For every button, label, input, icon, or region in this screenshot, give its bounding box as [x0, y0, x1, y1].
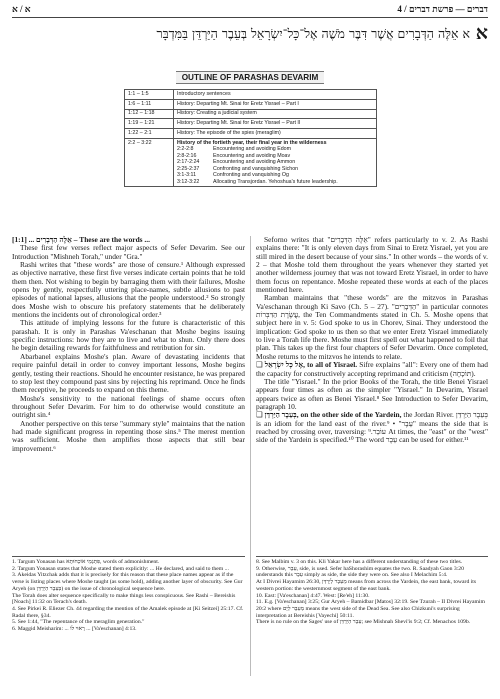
- commentary-paragraph: Another perspective on this terse "summary style" maintains that the nation had made significant progress in repenting those sins.⁵ The merest mention was sufficient. Moshe then amplifies those aspects that still bear improvement.⁶: [12, 418, 245, 453]
- commentary-paragraph: The title "Yisrael." In the prior Books of the Torah, the title Benei Yisrael appears four times as often as the simpler "Yisrael." In Devarim, Yisrael appears twice as often as Benei Yisrael.⁸ See Introduction to Sefer Devarim, paragraph 10.: [256, 376, 488, 411]
- footnote: At I Divrei Hayamim 26:30, מֵעֵבֶר לְיַרְדֵּן means from across the Yardein, the east bank, toward its western portion: the westernmost segment of the east bank.: [256, 579, 477, 592]
- outline-table: [124, 89, 377, 187]
- outline-ref: 2:2 – 3:22: [125, 138, 174, 186]
- outline-ref: 1:12 – 1:18: [125, 109, 174, 119]
- footnote: 3. Akeidas Yitzchak adds that it is precisely for this reason that these place names appear as if the verse is listing places where Moshe taught (as some hold), adding another layer of obscurity. See Gur Aryeh (on בְּעֵבֶר הַיַּרְדֵּן) on the issue of chronological sequence here.: [12, 572, 243, 592]
- outline-subrow: 2:8-2:16 Encountering and avoiding Moav: [177, 152, 291, 159]
- outline-row: [125, 119, 377, 129]
- outline-row: [125, 129, 377, 139]
- commentary-paragraph: This attitude of implying lessons for the future is characteristic of this parashah. It is only in Parashas Va'eschanan that Moshe begins issuing specific instructions: how they are to live and what to shun. Only there does he begin detailing rewards for faithfulness and retribution for sin.: [12, 318, 245, 353]
- outline-desc: History: Departing Mt. Sinai for Eretz Yisrael – Part II: [174, 119, 377, 129]
- commentary-paragraph: Seforno writes that "אֵלֶּה הַדְּבָרִים" refers particularly to v. 2. As Rashi explains there: "It is only eleven days from Sinai to Eretz Yisrael, yet you are still mired in the desert because of your sins." In other words – the words of v. 2 – that Moshe told them throughout the years whenever they started yet another wilderness journey that was not toward Eretz Yisrael, in order to have them focus on repentance. Moshe repeated these words at each of the places mentioned here.: [256, 235, 489, 295]
- bullet-lemma: אֶל כָּל יִשְׂרָאֵל, to all of Yisrael.: [264, 360, 358, 370]
- header-left: א / א: [12, 4, 31, 14]
- outline-subtitle: History of the fortieth year, their final year in the wilderness: [177, 139, 327, 146]
- bullet-item: ❑ בְּעֵבֶר הַיַּרְדֵּן, on the other side of the Yardein, the Jordan River. בְּעֵבֶר הַיַּרְדֵּן is an idiom for the land east of the river.⁹ • "עֵבֶר" means the side that is reached by crossing over, traversing: עוֹבֵר.⁹ At times, the "east" or the "west" side of the Yardein is specified.¹⁰ The word עֵבֶר can be used for either.¹¹: [256, 410, 488, 445]
- outline-row: [125, 109, 377, 119]
- commentary-paragraph: Abarbanel explains Moshe's plan. Aware of devastating incidents that require painful detail in order to convey important lessons, Moshe begins gently, testing their reactions. Should he encounter resistance, he was prepared to stop lest they compound past sins by rejecting his reprimand. Once he finds them receptive, he proceeds to expand on this theme.: [12, 351, 245, 395]
- footnote: 11. E.g. [Va'eschanan] 3:25; Gur Aryeh – Bamidbar [Matos] 32:19. See Tzurah – II Divrei Hayamim 20:2 where מֵעֵבֶר לַיָּם means the west side of the Dead Sea. See also Chizkuni's surprising interpretation at Bereishis [Vayechi] 50:11.: [256, 599, 485, 619]
- commentary-paragraph: Rashi writes that "these words" are those of censure.¹ Although expressed as objective narrative, these first five verses indicate certain points that he told them then. Not wishing to begin by barraging them with their failures, Moshe opens by gently, respectfully uttering place-names, subtle allusions to past episodes of national lapses, allusions that the people understood.² So strongly does Moshe wish to obscure his prefatory statements that he deliberately mentions the incidents out of chronological order.³: [12, 260, 245, 320]
- outline-title-text: OUTLINE OF PARASHAS DEVARIM: [176, 71, 325, 84]
- header-right: 4 / דברים — פרשת דברים: [397, 4, 488, 14]
- outline-ref: 1:19 – 1:21: [125, 119, 174, 129]
- outline-subrow: 2:17-2:24 Encountering and avoiding Ammon: [177, 159, 296, 166]
- outline-ref: 1:1 – 1:5: [125, 90, 174, 100]
- footnote: 10. East: [Va'eschanan] 4:47. West: [Re'eh] 11:30.: [256, 592, 370, 599]
- outline-subrow: 3:1-3:11 Confronting and vanquishing Og: [177, 172, 289, 179]
- footnote: 4. See Pirkei R. Eliezer Ch. 44 regarding the mention of the Amalek episode at [Ki Seitzei] 25:17. Cf. Radal there, §34.: [12, 605, 244, 619]
- verse-text: א אֵלֶּה הַדְּבָרִים אֲשֶׁר דִּבֶּר מֹשֶׁה אֶל־כָּל־יִשְׂרָאֵל בְּעֵבֶר הַיַּרְדֵּן בַּמִּדְבָּר: [156, 26, 470, 41]
- outline-row: [125, 99, 377, 109]
- outline-subrow: 2:25-2:37 Confronting and vanquishing Sichon: [177, 165, 299, 172]
- commentary-right-column: [256, 236, 488, 445]
- outline-desc: Introductory sentences: [174, 90, 377, 100]
- footnotes-left: [12, 556, 245, 633]
- outline-ref: 1:22 – 2:1: [125, 129, 174, 139]
- outline-row-final: [125, 138, 377, 186]
- footnote: 6. Maggid Meisharim: ... רָאוּי לוֹ ... [Va'eschanan] 4:13.: [12, 626, 137, 633]
- bullet-text: Sifre explains "all": Every one of them had the capacity for constructively accepting reprimand and criticism (תּוֹכָחָה).: [256, 360, 488, 378]
- outline-desc: History: Departing Mt. Sinai for Eretz Yisrael – Part I: [174, 99, 377, 109]
- footnote: There is no rule on the Sages' use of עֵבֶר הַיַּרְדֵּן; see Mishnah Shevi'is 9:2; Cf. Menachos 109b.: [256, 619, 471, 626]
- footnote: 1. Targum Yonasan has פִּתְגָמֵי אוֹכָחוּתָא, words of admonishment.: [12, 559, 160, 565]
- page-header: [12, 3, 488, 18]
- outline-ref: 1:6 – 1:11: [125, 99, 174, 109]
- verse-marker: א: [475, 22, 488, 44]
- outline-title: [150, 73, 350, 82]
- footnote: 8. See Malbim v. 3 on this. Kli Yakar here has a different understanding of these two titles.: [256, 559, 463, 565]
- commentary-left-column: [12, 236, 245, 453]
- outline-row: [125, 90, 377, 100]
- bullet-item: ❑ אֶל כָּל יִשְׂרָאֵל, to all of Yisrael. Sifre explains "all": Every one of them had the capacity for constructively accepting reprimand and criticism (תּוֹכָחָה).: [256, 360, 488, 378]
- lemma-heading: [1:1] ... אֵלֶּה הַדְּבָרִים – These are the words ...: [12, 235, 150, 244]
- outline-desc: History: Creating a judicial system: [174, 109, 377, 119]
- outline-desc: History: The episode of the spies (meraglim): [174, 129, 377, 139]
- footnote: 5. See 1:44, "The repentance of the meraglim generation.": [12, 619, 145, 626]
- outline-desc-final: [174, 138, 377, 186]
- outline-subrow: 2:2-2:8 Encountering and avoiding Edom: [177, 146, 292, 153]
- footnote: 9. Otherwise, עֵבֶר, side, is used. Sefer haShorashim equates the two. R. Saadyah Gaon 3:20 understands this עֵבֶר simply as side, the side they were on. See also I Melachim 5:4.: [256, 565, 464, 579]
- bullet-lemma: בְּעֵבֶר הַיַּרְדֵּן, on the other side of the Yardein,: [264, 410, 402, 420]
- column-divider: [250, 236, 251, 676]
- footnote: 2. Targum Yonasan states that Moshe stated them explicitly: ... He declared, and said to them ...: [12, 565, 229, 572]
- commentary-paragraph: These first few verses reflect major aspects of Sefer Devarim. See our Introduction "Mishneh Torah," under "Gra.": [12, 243, 245, 261]
- commentary-paragraph: Moshe's sensitivity to the national feelings of shame occurs often throughout Sefer Devarim. For him to do otherwise would constitute an outright sin.⁴: [12, 393, 245, 420]
- bullet-text: the Jordan River. בְּעֵבֶר הַיַּרְדֵּן is an idiom for the land east of the river.⁹ • "עֵבֶר" means the side that is reached by crossing over, traversing: עוֹבֵר.⁹ At times, the "east" or the "west" side of the Yardein is specified.¹⁰ The word עֵבֶר can be used for either.¹¹: [256, 410, 488, 445]
- footnote: The Torah does alter sequence specifically to make things less conspicuous. See Rashi – Bereishis [Noach] 11:32 on Terach's death.: [12, 592, 236, 606]
- footnotes-right: [256, 556, 488, 626]
- commentary-paragraph: Ramban maintains that "these words" are the mitzvos in Parashas Va'eschanan through Ki Savo (Ch. 5 – 27). "הַדְּבָרִים" in particular connotes עֲשֶׂרֶת הַדִּבְּרוֹת, the Ten Commandments stated in Ch. 5. Moshe opens that subject here in v. 5: God spoke to us in Chorev, Sinai. They understood the implication: God spoke to us then so that we enter Eretz Yisrael immediately to live a Torah life there. Moshe must first spell out what happened to foil that plan. This takes up the first four chapters of Sefer Devarim. Once completed, Moshe returns to the mitzvos he intends to relate.: [256, 293, 488, 361]
- outline-subrow: 3:12-3:22 Allocating Transjordan. Yehoshua's future leadership.: [177, 178, 338, 185]
